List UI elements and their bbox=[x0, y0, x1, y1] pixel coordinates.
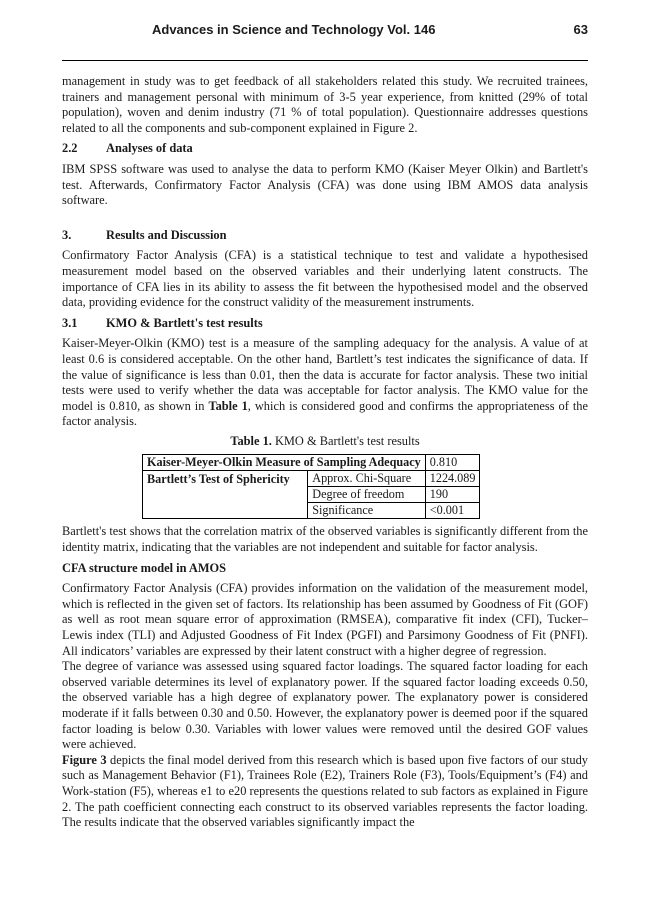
bartlett-label-cell: Bartlett’s Test of Sphericity bbox=[143, 471, 308, 487]
paragraph-analyses: IBM SPSS software was used to analyse the data to perform KMO (Kaiser Meyer Olkin) and Bartlett's test. Afterwards, Confirmatory Factor Analysis (CFA) was done using IBM AMOS data analysis software. bbox=[62, 161, 588, 208]
journal-title: Advances in Science and Technology Vol. 146 bbox=[152, 22, 436, 37]
section-heading-3-1 bbox=[62, 316, 588, 332]
section-title: KMO & Bartlett's test results bbox=[106, 315, 263, 330]
paragraph-cfa-3: Figure 3 depicts the final model derived from this research which is based upon five factors of our study such as Management Behavior (F1), Trainees Role (E2), Trainers Role (F3), Tools/Equipment’s (F4) and Work-station (F5), whereas e1 to e20 represents the questions related to sub factors as explained in Figure 2. The path coefficient connecting each construct to its observed variables represents the factor loading. The results indicate that the observed variables significantly impact the bbox=[62, 752, 589, 830]
paragraph-bartlett: Bartlett's test shows that the correlation matrix of the observed variables is significantly different from the identity matrix, indicating that the variables are not independent and suitable for factor analysis. bbox=[62, 524, 588, 555]
paragraph-intro: management in study was to get feedback of all stakeholders related this study. We recruited trainees, trainers and management personal with minimum of 3-5 year experience, from knitted (29% of total population), woven and denim industry (71 % of total population). Questionnaire addresses questions related to all the components and sub-component explained in Figure 2. bbox=[62, 74, 588, 135]
section-number: 2.2 bbox=[62, 141, 78, 156]
paragraph-results: Confirmatory Factor Analysis (CFA) is a statistical technique to test and validate a hypothesised measurement model based on the observed variables and their underlying latent constructs. The importance of CFA lies in its ability to assess the fit between the hypothesised model and the observed data, providing evidence for the construct validity of the measurement instruments. bbox=[62, 248, 588, 310]
table-row bbox=[143, 471, 480, 487]
section-number: 3.1 bbox=[62, 315, 78, 330]
stat-value-cell: 190 bbox=[425, 487, 480, 503]
kmo-bartlett-table bbox=[142, 454, 480, 519]
kmo-value-cell: 0.810 bbox=[425, 455, 480, 471]
table-row bbox=[143, 455, 480, 471]
stat-value-cell: 1224.089 bbox=[425, 471, 480, 487]
stat-name-cell: Significance bbox=[308, 503, 425, 519]
kmo-label-cell: Kaiser-Meyer-Olkin Measure of Sampling Adequacy bbox=[143, 455, 426, 471]
paragraph-kmo: Kaiser-Meyer-Olkin (KMO) test is a measure of the sampling adequacy for the analysis. A value of at least 0.6 is considered acceptable. On the other hand, Bartlett’s test indicates the significance of data. If the value of significance is less than 0.01, then the data is accurate for factor analysis. These two initial tests were used to verify whether the data was acceptable for factor analysis. The KMO value for the model is 0.810, as shown in Table 1, which is considered good and confirms the appropriateness of the factor analysis. bbox=[62, 336, 589, 429]
paragraph-cfa-2: The degree of variance was assessed using squared factor loadings. The squared factor loading for each observed variable determines its level of explanatory power. If the squared factor loading exceeds 0.50, the observed variable has a high degree of explanatory power. The explanatory power is considered moderate if it falls between 0.30 and 0.50. However, the explanatory power is deemed poor if the squared factor loading is below 0.30. Variables with lower values were removed until the desired GOF values were achieved. bbox=[62, 659, 588, 752]
section-title: Analyses of data bbox=[106, 141, 193, 156]
stat-value-cell: <0.001 bbox=[425, 503, 480, 519]
stat-name-cell: Approx. Chi-Square bbox=[308, 471, 425, 487]
paragraph-cfa-1: Confirmatory Factor Analysis (CFA) provides information on the validation of the measurement model, which is reflected in the given set of factors. Its relationship has been assumed by Goodness of Fit (GOF) as well as root mean square error of approximation (RMSEA), comparative fit index (CFI), Tucker–Lewis index (TLI) and Adjusted Goodness of Fit Index (PGFI) and Parsimony Goodness of Fit (PNFI). All indicators’ variables are expressed by their latent construct with a higher degree of regression. bbox=[62, 581, 588, 658]
section-heading-2-2 bbox=[62, 141, 588, 157]
section-title: CFA structure model in AMOS bbox=[62, 560, 227, 575]
page-number: 63 bbox=[573, 22, 588, 37]
header-rule bbox=[62, 60, 588, 61]
table-row bbox=[143, 487, 480, 503]
section-heading-3 bbox=[62, 228, 588, 244]
table-row bbox=[143, 503, 480, 519]
stat-name-cell: Degree of freedom bbox=[308, 487, 425, 503]
table-reference: Table 1 bbox=[208, 398, 248, 413]
figure-reference: Figure 3 bbox=[62, 752, 107, 767]
section-number: 3. bbox=[62, 227, 72, 242]
section-heading-cfa bbox=[62, 561, 588, 577]
section-title: Results and Discussion bbox=[106, 227, 227, 242]
table-caption: Table 1. KMO & Bartlett's test results bbox=[230, 433, 420, 448]
body-text bbox=[62, 74, 588, 831]
